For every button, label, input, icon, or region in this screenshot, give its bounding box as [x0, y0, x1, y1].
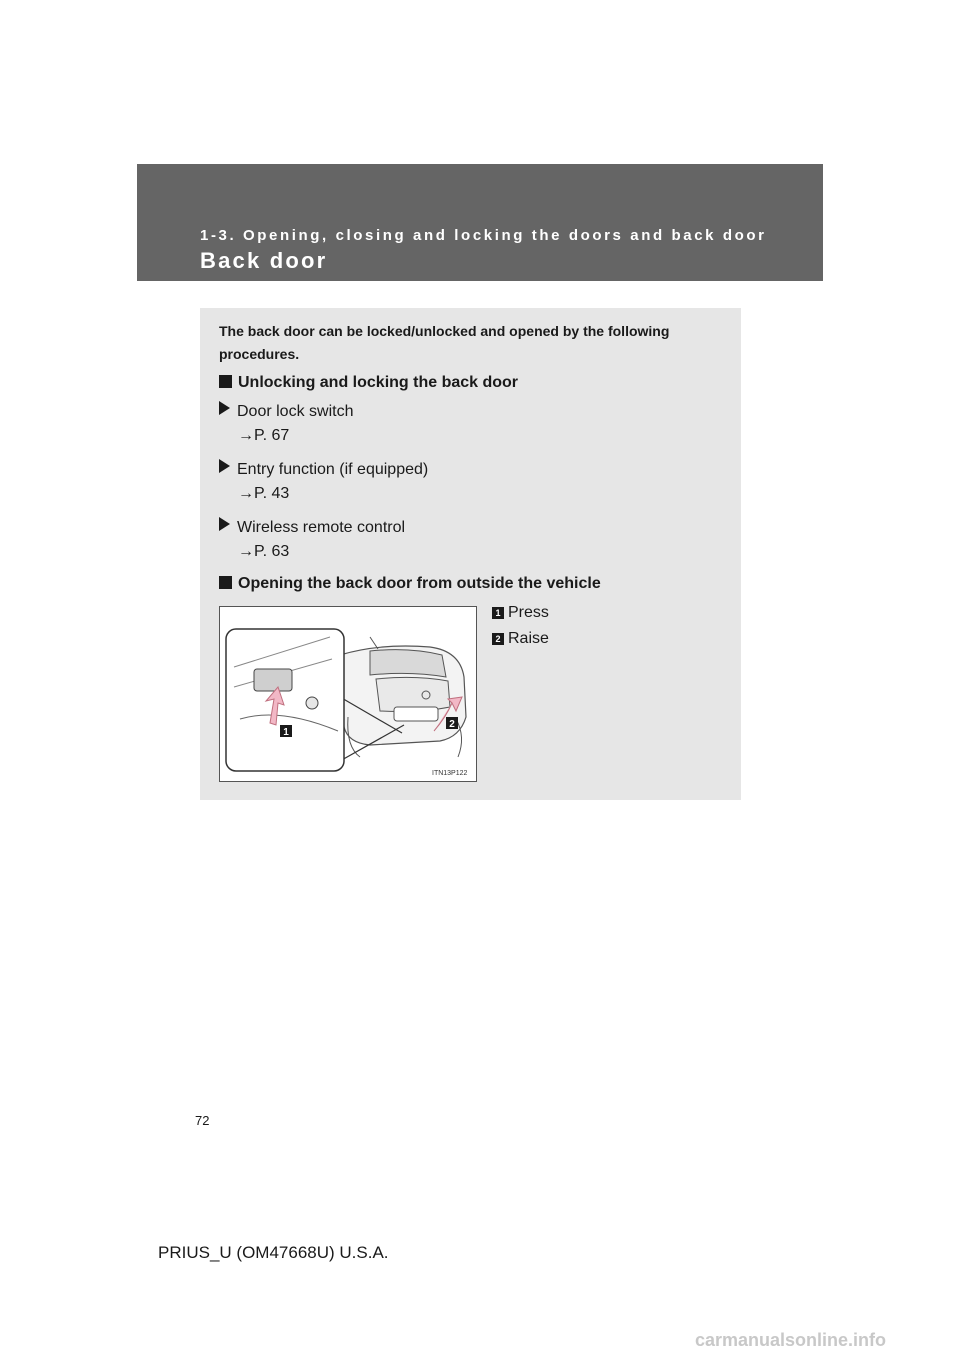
chapter-subtitle: 1-3. Opening, closing and locking the doors and back door [200, 227, 767, 244]
back-door-illustration [219, 606, 477, 782]
square-bullet-icon [219, 375, 232, 388]
page-reference-link[interactable]: →P. 63 [238, 543, 290, 560]
watermark-text: carmanualsonline.info [695, 1330, 887, 1350]
badge-1: 1 [283, 727, 289, 738]
page-title: Back door [200, 248, 328, 273]
page-number: 72 [195, 1113, 210, 1128]
intro-text: The back door can be locked/unlocked and opened by the following procedures. [219, 323, 670, 362]
content-panel [200, 308, 741, 800]
footer-model-code: PRIUS_U (OM47668U) U.S.A. [158, 1243, 389, 1262]
page-reference-link[interactable]: →P. 67 [238, 427, 290, 444]
page-reference-link[interactable]: →P. 43 [238, 485, 290, 502]
step-badge: 2 [492, 633, 504, 645]
car-rear-illustration [220, 607, 476, 781]
section-header [137, 164, 823, 281]
legend-step-press: 1 Press [492, 604, 549, 622]
triangle-bullet-icon [219, 401, 230, 415]
triangle-bullet-icon [219, 459, 230, 473]
list-item-wireless-remote: Wireless remote control [219, 517, 405, 537]
legend-step-raise: 2 Raise [492, 630, 549, 648]
triangle-bullet-icon [219, 517, 230, 531]
step-badge: 1 [492, 607, 504, 619]
figure-code: ITN13P122 [432, 770, 468, 777]
square-bullet-icon [219, 576, 232, 589]
list-item-entry-function: Entry function (if equipped) [219, 459, 428, 479]
section-heading-opening: Opening the back door from outside the vehicle [219, 575, 601, 593]
section-heading-unlocking: Unlocking and locking the back door [219, 374, 518, 392]
list-item-door-lock-switch: Door lock switch [219, 401, 353, 421]
badge-2: 2 [449, 719, 455, 730]
